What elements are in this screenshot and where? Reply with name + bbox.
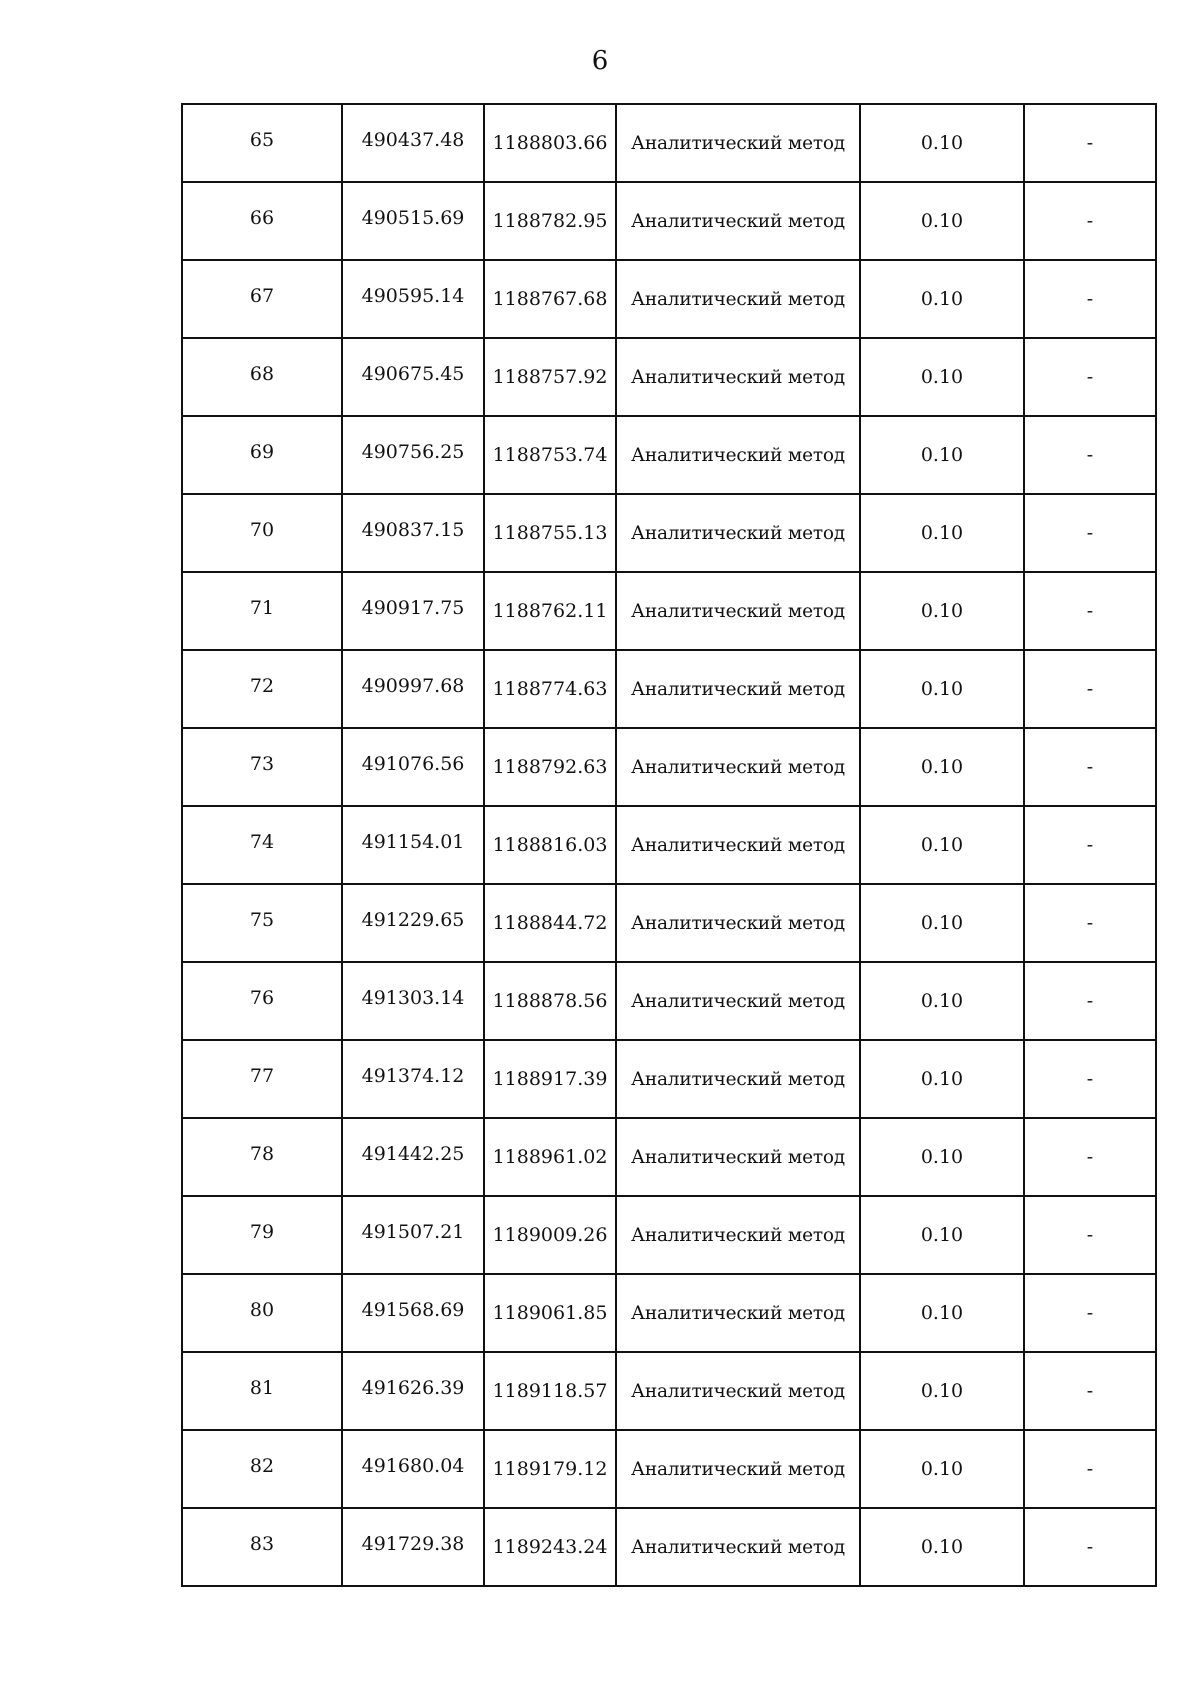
note-cell: - [1024,1430,1156,1508]
note-cell: - [1024,338,1156,416]
x-coordinate-cell: 491568.69 [342,1274,484,1352]
accuracy-cell: 0.10 [860,806,1024,884]
method-cell: Аналитический метод [616,1508,860,1586]
accuracy-cell: 0.10 [860,572,1024,650]
table-row [182,182,1156,260]
table-row [182,728,1156,806]
y-coordinate-cell: 1188803.66 [484,104,616,182]
note-cell: - [1024,260,1156,338]
accuracy-cell: 0.10 [860,1118,1024,1196]
accuracy-cell: 0.10 [860,1040,1024,1118]
method-cell: Аналитический метод [616,338,860,416]
x-coordinate-cell: 490756.25 [342,416,484,494]
accuracy-cell: 0.10 [860,884,1024,962]
y-coordinate-cell: 1188792.63 [484,728,616,806]
point-number-cell: 76 [182,962,342,1040]
accuracy-cell: 0.10 [860,1430,1024,1508]
table-row [182,494,1156,572]
coordinates-table [181,103,1157,1587]
y-coordinate-cell: 1188961.02 [484,1118,616,1196]
table-row [182,650,1156,728]
x-coordinate-cell: 491154.01 [342,806,484,884]
point-number-cell: 68 [182,338,342,416]
accuracy-cell: 0.10 [860,1352,1024,1430]
note-cell: - [1024,728,1156,806]
table-row [182,806,1156,884]
point-number-cell: 80 [182,1274,342,1352]
method-cell: Аналитический метод [616,1430,860,1508]
x-coordinate-cell: 491626.39 [342,1352,484,1430]
y-coordinate-cell: 1188844.72 [484,884,616,962]
x-coordinate-cell: 490917.75 [342,572,484,650]
accuracy-cell: 0.10 [860,1196,1024,1274]
method-cell: Аналитический метод [616,1352,860,1430]
note-cell: - [1024,650,1156,728]
x-coordinate-cell: 491507.21 [342,1196,484,1274]
point-number-cell: 82 [182,1430,342,1508]
note-cell: - [1024,104,1156,182]
table-row [182,260,1156,338]
point-number-cell: 67 [182,260,342,338]
point-number-cell: 79 [182,1196,342,1274]
note-cell: - [1024,1508,1156,1586]
accuracy-cell: 0.10 [860,962,1024,1040]
accuracy-cell: 0.10 [860,182,1024,260]
y-coordinate-cell: 1189243.24 [484,1508,616,1586]
point-number-cell: 77 [182,1040,342,1118]
method-cell: Аналитический метод [616,806,860,884]
point-number-cell: 75 [182,884,342,962]
note-cell: - [1024,1118,1156,1196]
method-cell: Аналитический метод [616,572,860,650]
method-cell: Аналитический метод [616,650,860,728]
method-cell: Аналитический метод [616,962,860,1040]
method-cell: Аналитический метод [616,1040,860,1118]
page-number: 6 [591,46,609,76]
note-cell: - [1024,1196,1156,1274]
y-coordinate-cell: 1189009.26 [484,1196,616,1274]
y-coordinate-cell: 1188757.92 [484,338,616,416]
y-coordinate-cell: 1189118.57 [484,1352,616,1430]
note-cell: - [1024,572,1156,650]
point-number-cell: 66 [182,182,342,260]
x-coordinate-cell: 490675.45 [342,338,484,416]
accuracy-cell: 0.10 [860,650,1024,728]
y-coordinate-cell: 1188782.95 [484,182,616,260]
y-coordinate-cell: 1188767.68 [484,260,616,338]
accuracy-cell: 0.10 [860,416,1024,494]
table-row [182,1352,1156,1430]
method-cell: Аналитический метод [616,416,860,494]
table-row [182,1118,1156,1196]
x-coordinate-cell: 491303.14 [342,962,484,1040]
y-coordinate-cell: 1188755.13 [484,494,616,572]
point-number-cell: 71 [182,572,342,650]
method-cell: Аналитический метод [616,104,860,182]
method-cell: Аналитический метод [616,884,860,962]
table-row [182,1196,1156,1274]
point-number-cell: 83 [182,1508,342,1586]
point-number-cell: 81 [182,1352,342,1430]
y-coordinate-cell: 1188762.11 [484,572,616,650]
method-cell: Аналитический метод [616,1274,860,1352]
table-row [182,962,1156,1040]
x-coordinate-cell: 491680.04 [342,1430,484,1508]
note-cell: - [1024,182,1156,260]
x-coordinate-cell: 491442.25 [342,1118,484,1196]
note-cell: - [1024,806,1156,884]
table-row [182,1274,1156,1352]
accuracy-cell: 0.10 [860,104,1024,182]
table-row [182,104,1156,182]
table-row [182,884,1156,962]
accuracy-cell: 0.10 [860,1274,1024,1352]
method-cell: Аналитический метод [616,728,860,806]
method-cell: Аналитический метод [616,260,860,338]
x-coordinate-cell: 490595.14 [342,260,484,338]
note-cell: - [1024,494,1156,572]
table-row [182,338,1156,416]
point-number-cell: 78 [182,1118,342,1196]
y-coordinate-cell: 1188816.03 [484,806,616,884]
note-cell: - [1024,1274,1156,1352]
table-row [182,416,1156,494]
accuracy-cell: 0.10 [860,260,1024,338]
x-coordinate-cell: 490837.15 [342,494,484,572]
x-coordinate-cell: 490997.68 [342,650,484,728]
table-row [182,572,1156,650]
x-coordinate-cell: 491076.56 [342,728,484,806]
x-coordinate-cell: 491729.38 [342,1508,484,1586]
note-cell: - [1024,884,1156,962]
accuracy-cell: 0.10 [860,338,1024,416]
method-cell: Аналитический метод [616,1196,860,1274]
x-coordinate-cell: 491229.65 [342,884,484,962]
x-coordinate-cell: 491374.12 [342,1040,484,1118]
note-cell: - [1024,1040,1156,1118]
point-number-cell: 72 [182,650,342,728]
accuracy-cell: 0.10 [860,728,1024,806]
table-row [182,1430,1156,1508]
method-cell: Аналитический метод [616,182,860,260]
y-coordinate-cell: 1188774.63 [484,650,616,728]
point-number-cell: 70 [182,494,342,572]
point-number-cell: 69 [182,416,342,494]
accuracy-cell: 0.10 [860,494,1024,572]
y-coordinate-cell: 1189061.85 [484,1274,616,1352]
x-coordinate-cell: 490437.48 [342,104,484,182]
note-cell: - [1024,1352,1156,1430]
coordinates-table-body [182,104,1156,1586]
method-cell: Аналитический метод [616,494,860,572]
note-cell: - [1024,416,1156,494]
y-coordinate-cell: 1189179.12 [484,1430,616,1508]
method-cell: Аналитический метод [616,1118,860,1196]
y-coordinate-cell: 1188917.39 [484,1040,616,1118]
note-cell: - [1024,962,1156,1040]
table-row [182,1508,1156,1586]
y-coordinate-cell: 1188878.56 [484,962,616,1040]
x-coordinate-cell: 490515.69 [342,182,484,260]
table-row [182,1040,1156,1118]
accuracy-cell: 0.10 [860,1508,1024,1586]
y-coordinate-cell: 1188753.74 [484,416,616,494]
point-number-cell: 74 [182,806,342,884]
point-number-cell: 65 [182,104,342,182]
point-number-cell: 73 [182,728,342,806]
